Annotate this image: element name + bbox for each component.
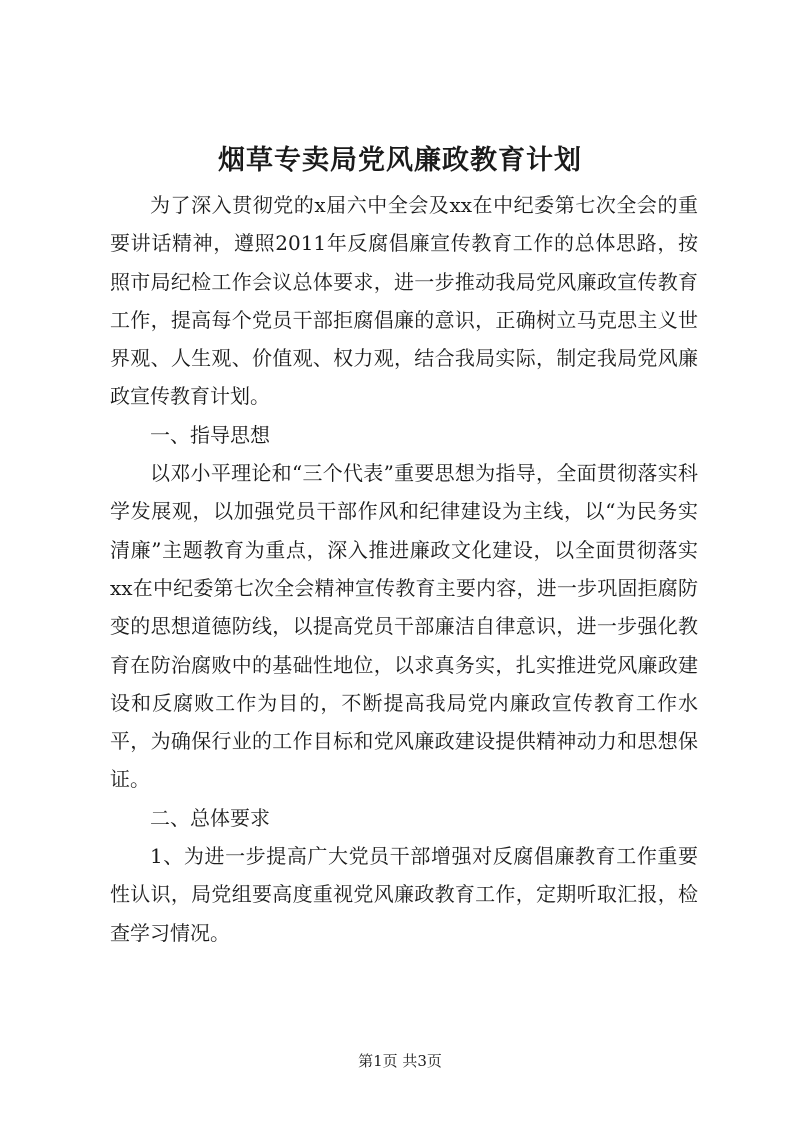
document-title: 烟草专卖局党风廉政教育计划 [218, 145, 582, 176]
section-heading-general-requirements: 二、总体要求 [150, 805, 270, 830]
intro-paragraph: 为了深入贯彻党的x届六中全会及xx在中纪委第七次全会的重要讲话精神，遵照2011年反腐倡廉宣传教育工作的总体思路，按照市局纪检工作会议总体要求，进一步推动我局党风廉政宣传教育工作，提高每个党员干部拒腐倡廉的意识，正确树立马克思主义世界观、人生观、价值观、权力观，结合我局实际，制定我局党风廉政宣传教育计划。 [110, 193, 698, 409]
document-body [110, 186, 698, 952]
page-footer: 第1页 共3页 [358, 1052, 442, 1070]
section-heading-guiding-ideology: 一、指导思想 [150, 422, 270, 447]
guiding-ideology-paragraph: 以邓小平理论和“三个代表”重要思想为指导，全面贯彻落实科学发展观，以加强党员干部作风和纪律建设为主线，以“为民务实清廉”主题教育为重点，深入推进廉政文化建设，以全面贯彻落实xx在中纪委第七次全会精神宣传教育主要内容，进一步巩固拒腐防变的思想道德防线，以提高党员干部廉洁自律意识，进一步强化教育在防治腐败中的基础性地位，以求真务实，扎实推进党风廉政建设和反腐败工作为目的，不断提高我局党内廉政宣传教育工作水平，为确保行业的工作目标和党风廉政建设提供精神动力和思想保证。 [110, 461, 698, 792]
requirement-item-1: 1、为进一步提高广大党员干部增强对反腐倡廉教育工作重要性认识，局党组要高度重视党风廉政教育工作，定期听取汇报，检查学习情况。 [110, 844, 698, 945]
